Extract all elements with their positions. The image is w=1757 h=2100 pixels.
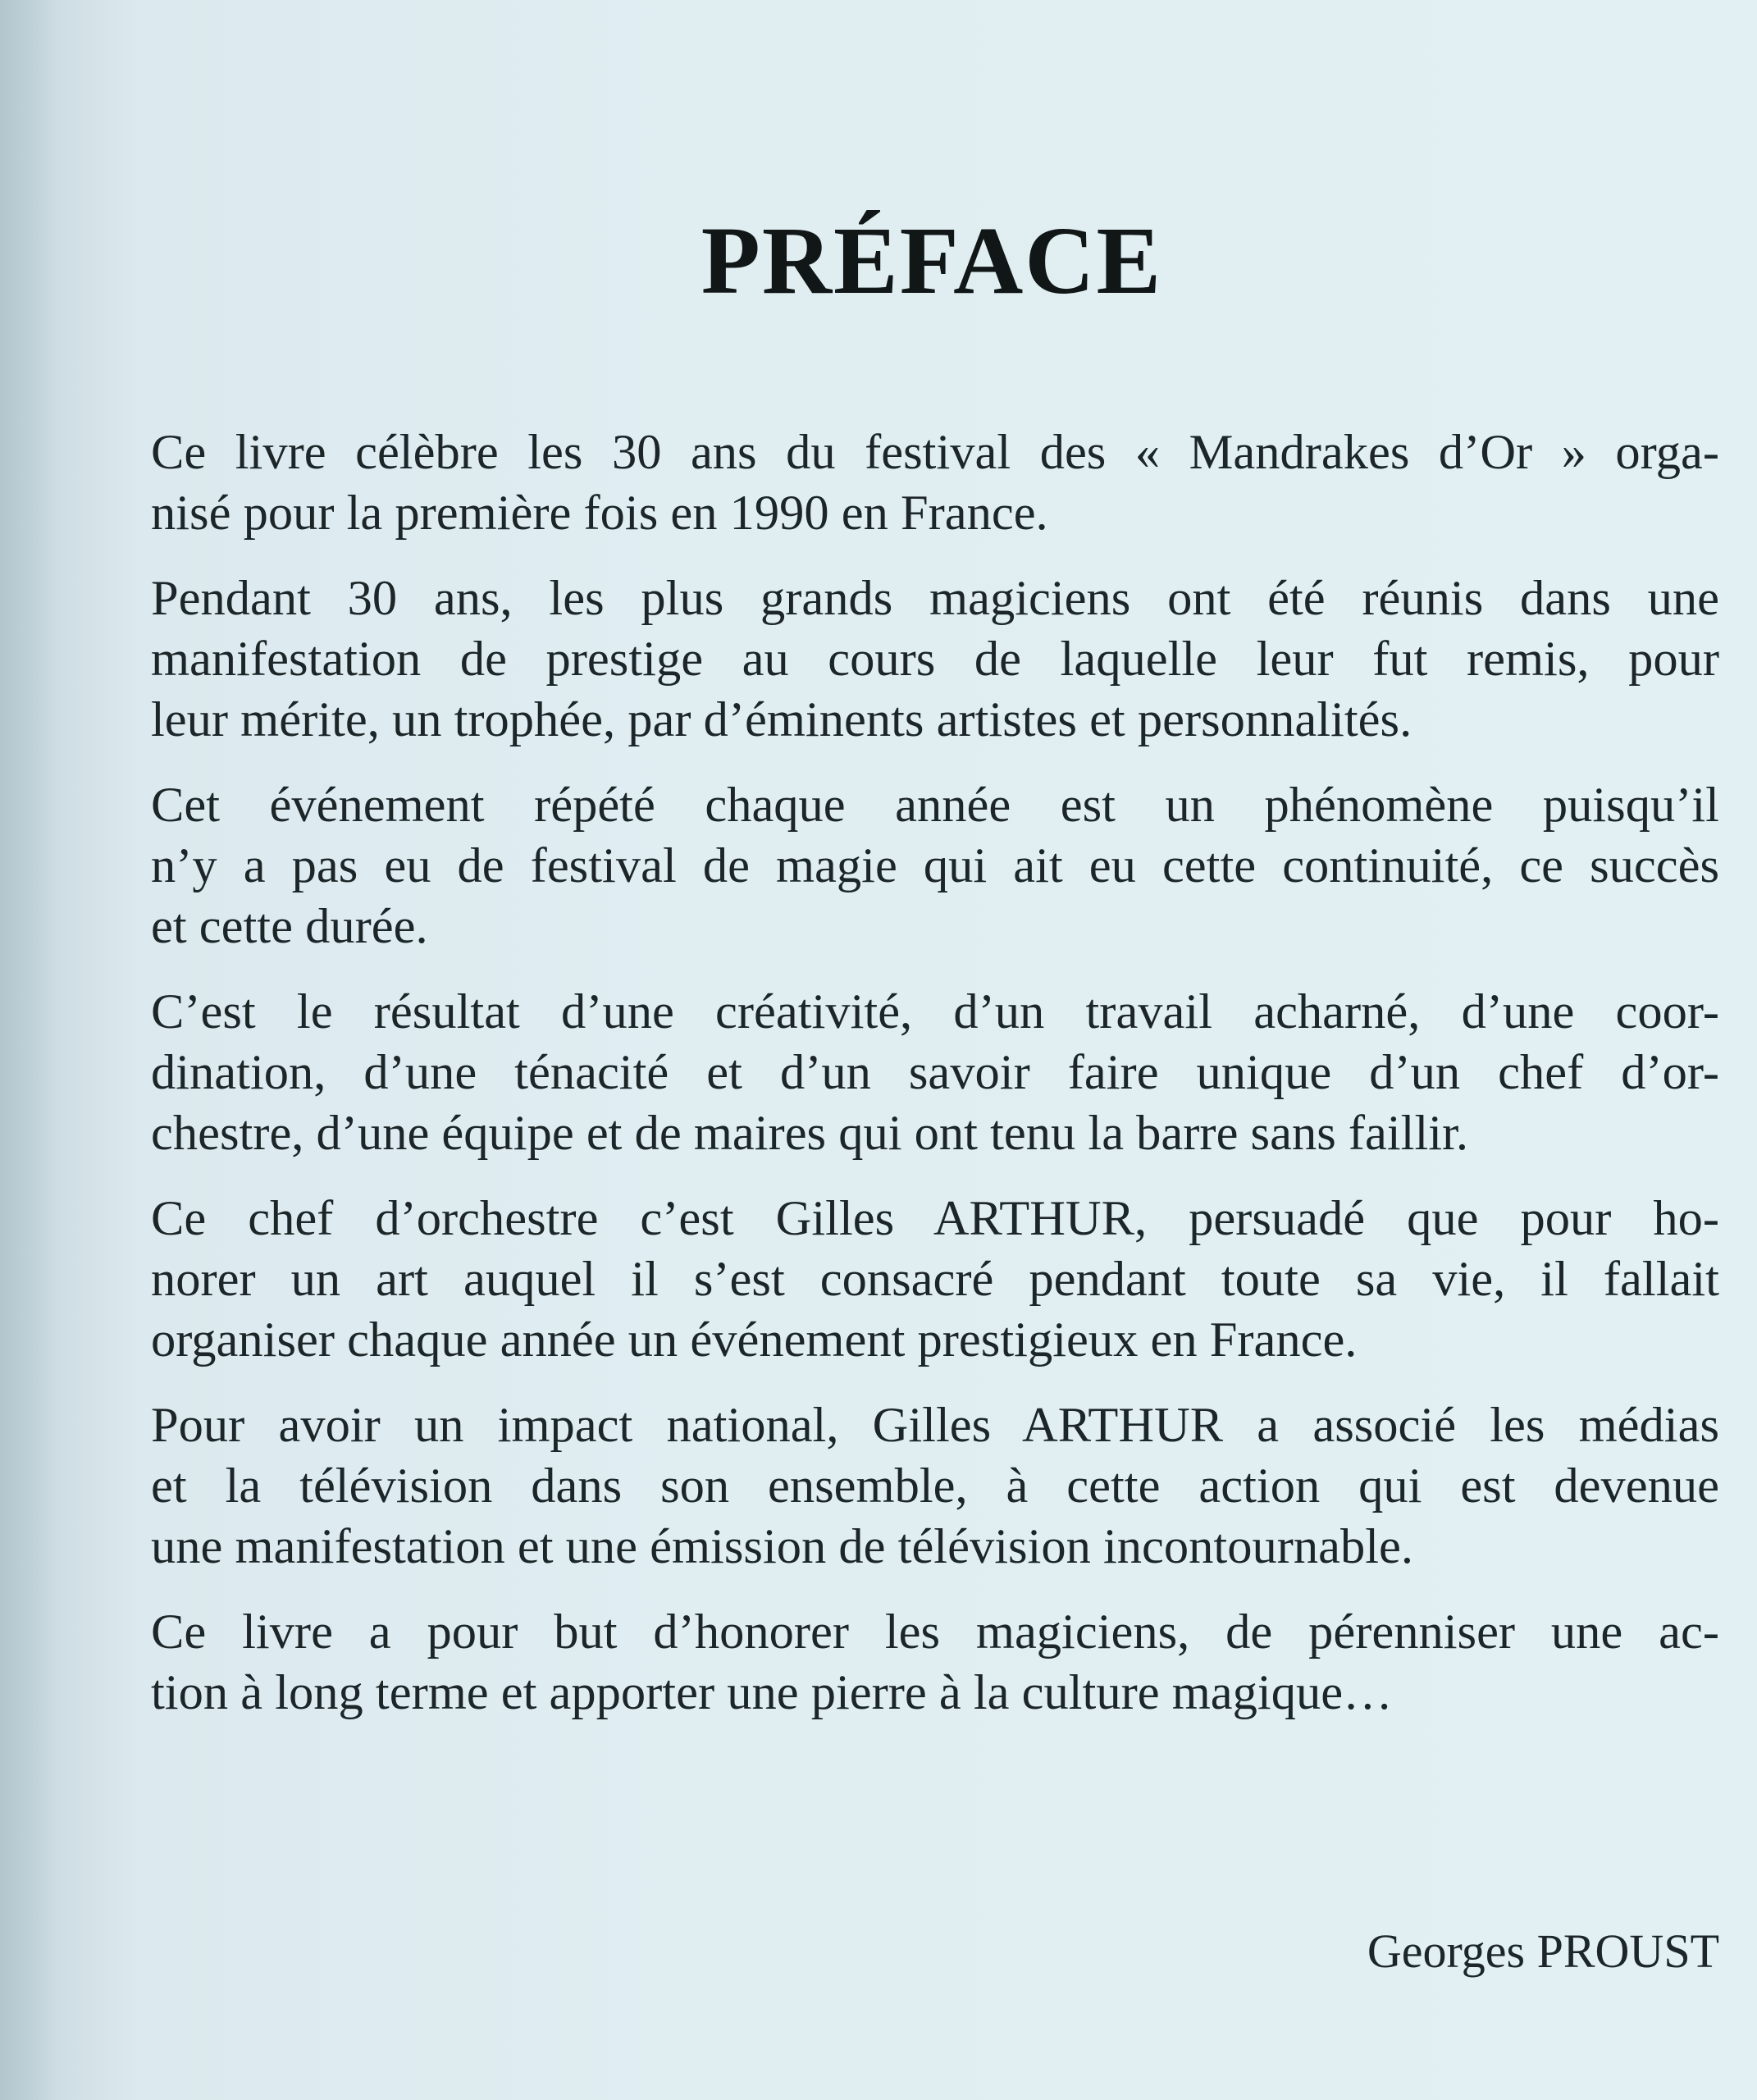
paragraph-5 (151, 1189, 1719, 1371)
text-line: une manifestation et une émission de télévision incontournable. (151, 1519, 1413, 1574)
text-line: leur mérite, un trophée, par d’éminents artistes et personnalités. (151, 692, 1412, 747)
paragraph-3 (151, 775, 1719, 957)
paragraph-1 (151, 422, 1719, 544)
text-line: Pendant 30 ans, les plus grands magiciens ont été réunis dans une (151, 571, 1719, 626)
text-line: C’est le résultat d’une créativité, d’un travail acharné, d’une coor- (151, 984, 1719, 1039)
paragraph-2 (151, 568, 1719, 751)
text-line: organiser chaque année un événement prestigieux en France. (151, 1312, 1358, 1367)
paragraph-7 (151, 1602, 1719, 1723)
text-line: tion à long terme et apporter une pierre à la culture magique… (151, 1665, 1393, 1720)
text-line: n’y a pas eu de festival de magie qui ait eu cette continuité, ce succès (151, 838, 1719, 893)
page-title: PRÉFACE (701, 207, 1163, 315)
author-signature: Georges PROUST (1367, 1924, 1719, 1978)
paragraph-6 (151, 1395, 1719, 1577)
text-line: nisé pour la première fois en 1990 en France. (151, 486, 1048, 541)
text-line: et cette durée. (151, 899, 428, 954)
text-line: Pour avoir un impact national, Gilles ARTHUR a associé les médias (151, 1398, 1719, 1453)
text-line: norer un art auquel il s’est consacré pendant toute sa vie, il fallait (151, 1252, 1719, 1307)
text-line: manifestation de prestige au cours de laquelle leur fut remis, pour (151, 632, 1719, 687)
text-line: Ce livre a pour but d’honorer les magiciens, de pérenniser une ac- (151, 1605, 1719, 1659)
text-line: dination, d’une ténacité et d’un savoir faire unique d’un chef d’or- (151, 1045, 1719, 1100)
text-line: et la télévision dans son ensemble, à cette action qui est devenue (151, 1459, 1719, 1513)
paragraph-4 (151, 982, 1719, 1164)
text-line: chestre, d’une équipe et de maires qui ont tenu la barre sans faillir. (151, 1106, 1469, 1161)
text-line: Ce chef d’orchestre c’est Gilles ARTHUR, persuadé que pour ho- (151, 1191, 1719, 1246)
page-gutter-shadow (0, 0, 98, 2100)
text-line: Ce livre célèbre les 30 ans du festival des « Mandrakes d’Or » orga- (151, 425, 1719, 480)
preface-body (151, 422, 1719, 1748)
text-line: Cet événement répété chaque année est un phénomène puisqu’il (151, 778, 1719, 833)
